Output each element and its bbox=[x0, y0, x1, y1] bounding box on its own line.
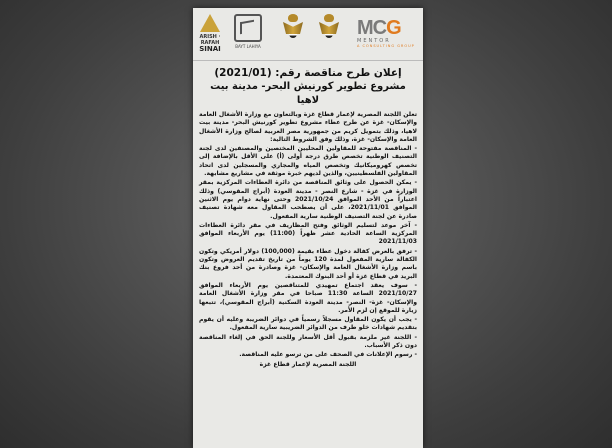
beit-lahia-logo-label: BAYT LAHIYA bbox=[235, 44, 261, 49]
announcement-paragraph: - ترفق بالعرض كفالة دخول عطاء بقيمة (100,000) دولار أمريكي وتكون الكفالة سارية المفعول لمدة 120 يوماً من تاريخ تقديم العروض وتكون باسم وزارة الأشغال العامة والإسكان- غزة وصادرة من أحد فروع بنك البريد في قطاع غزة أو أحد البنوك المعتمدة. bbox=[199, 247, 418, 280]
announcement-paragraph: - يجب أن يكون المقاول مسجلاً رسمياً في دوائر الضريبة وعليه أن يقوم بتقديم شهادات خلو طرف من الدوائر الضريبية سارية المفعول. bbox=[199, 316, 417, 332]
announcement-paragraph: - يمكن الحصول على وثائق المناقصة من دائرة العطاءات المركزية بمقر الوزارة في غزة - شارع النصر - مدينة العودة (أبراج المقوسي) وذلك اعتباراً من الأحد الموافق 2021/10/24 وحتى نهاية دوام يوم الاثنين الموافق 2021/11/01، على أن يصطحب المقاول معه شهادة تصنيف صادرة عن لجنة التصنيف الوطنية سارية المفعول. bbox=[199, 179, 417, 220]
announcement-title: إعلان طرح مناقصة رقم: (2021/01) bbox=[214, 67, 402, 79]
announcement-paragraph: - اللجنة غير ملزمة بقبول أقل الأسعار وللجنة الحق في إلغاء المناقصة دون ذكر الأسباب. bbox=[199, 333, 417, 350]
announcement-paragraph: - سوف يعقد اجتماع تمهيدي للمتناقصين يوم الأربعاء الموافق 2021/10/27 الساعة 11:30 صباحا في مقر وزارة الأشغال العامة والإسكان- غزة- النصر- مدينة العودة السكنية (أبراج المقوسي)، تتبعها زيارة للموقع إن لزم الأمر. bbox=[199, 281, 417, 314]
logo-strip bbox=[193, 8, 423, 61]
announcement-body bbox=[193, 61, 423, 369]
announcement-paragraph: - المناقصة مفتوحة للمقاولين المحليين المختصين والمصنفين لدى لجنة التصنيف الوطنية تخصص طرق درجة أولى (أ) على الأقل بالإضافة إلى تخصص كهروميكانيك وتخصص المياه والمجاري والمسجلين لدى اتحاد المقاولين الفلسطينيين، والذين لديهم خبرة موثقة في مشاريع مشابهة. bbox=[199, 145, 417, 178]
mcg-logo-name: MCG bbox=[357, 17, 401, 39]
mcg-logo-letter: G bbox=[386, 17, 401, 39]
sinai-logo-label: ARISH · RAFAH bbox=[199, 34, 221, 46]
sinai-mark-icon bbox=[200, 14, 220, 32]
mcg-logo bbox=[357, 18, 417, 58]
announcement-signature: اللجنة المصرية لإعمار قطاع غزة bbox=[259, 360, 357, 368]
announcement-paragraph: تعلن اللجنة المصرية لإعمار قطاع غزة وبالتعاون مع وزارة الأشغال العامة والإسكان- غزة عن طرح عطاء مشروع تطوير كورنيش البحر- مدينة بيت لاهيا، وذلك بتمويل كريم من جمهورية مصر العربية لصالح وزارة الأشغال العامة والإسكان- غزة، وذلك وفق الشروط التالية: bbox=[199, 111, 417, 143]
egypt-eagle-emblem-icon bbox=[319, 14, 339, 44]
announcement-paragraph: - رسوم الإعلانات في الصحف على من ترسو عليه المناقصة. bbox=[239, 351, 417, 359]
announcement-paragraph: - آخر موعد لتسليم الوثائق وفتح المظاريف في مقر دائرة العطاءات المركزية الساعة الحادية عشر ظهراً (11:00) يوم الأربعاء الموافق 2021/11/03 bbox=[199, 221, 417, 246]
sinai-logo bbox=[199, 14, 221, 54]
mcg-logo-tag: A CONSULTING GROUP bbox=[357, 44, 415, 48]
beit-lahia-logo bbox=[233, 14, 263, 52]
sinai-logo-name: SINAI bbox=[199, 45, 221, 53]
newspaper-clipping bbox=[193, 8, 423, 448]
egypt-eagle-emblem-icon bbox=[283, 14, 303, 44]
house-icon bbox=[234, 14, 262, 42]
announcement-subtitle: مشروع تطوير كورنيش البحر- مدينة بيت لاهيا bbox=[210, 81, 406, 106]
mcg-logo-sub: MENTOR bbox=[357, 38, 391, 44]
